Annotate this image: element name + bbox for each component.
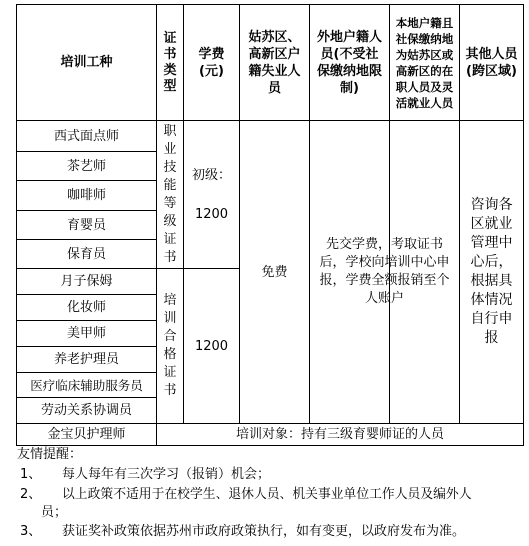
note-number: 3、 — [20, 524, 42, 539]
header-other-persons: 其他人员(跨区域) — [465, 46, 518, 79]
job-infant-care: 育婴员 — [66, 217, 106, 233]
header-local-insured: 本地户籍且社保缴纳地为姑苏区或高新区的在职人员及灵活就业人员 — [395, 15, 454, 110]
job-elderly-care: 养老护理员 — [53, 352, 119, 367]
header-outside-residents: 外地户籍人员(不受社保缴纳地限制) — [316, 29, 382, 96]
job-makeup-artist: 化妆师 — [66, 300, 106, 315]
job-postpartum-nanny: 月子保姆 — [60, 274, 113, 289]
header-fee: 学费(元) — [198, 46, 225, 79]
note-text-continued: 员； — [41, 505, 68, 520]
free-cell: 免费 — [261, 264, 288, 280]
note-number: 2、 — [20, 487, 42, 502]
note-text: 以上政策不适用于在校学生、退休人员、机关事业单位工作人员及编外人 — [62, 487, 472, 502]
job-clinical-assistant: 医疗临床辅助服务员 — [30, 377, 143, 393]
gold-training-target: 培训对象：持有三级育婴师证的人员 — [235, 427, 444, 442]
job-nursery-care: 保育员 — [66, 246, 106, 262]
cert-vocational-level: 职业技能等级证书 — [163, 123, 177, 265]
job-western-pastry: 西式面点师 — [53, 128, 119, 144]
fee-group1 — [184, 121, 239, 268]
job-gold-baby-care: 金宝贝护理师 — [47, 427, 126, 442]
job-labor-relations: 劳动关系协调员 — [40, 403, 132, 418]
note-number: 1、 — [20, 467, 42, 482]
fee-level-value: 1200 — [194, 206, 229, 222]
outside-policy-cell: 先交学费，考取证书后，学校向培训中心申报，学费全额报销至个人账户 — [319, 237, 450, 306]
job-nail-artist: 美甲师 — [66, 326, 106, 341]
job-barista: 咖啡师 — [66, 188, 106, 203]
header-certificate-type: 证书类型 — [163, 30, 177, 94]
cert-training-qualified: 培训合格证书 — [163, 293, 177, 398]
fee-group2: 1200 — [194, 338, 229, 354]
header-local-unemployed: 姑苏区、高新区户籍失业人员 — [248, 29, 301, 96]
notes-title: 友情提醒： — [17, 447, 83, 462]
note-text: 获证奖补政策依据苏州市政府政策执行，如有变更，以政府发布为准。 — [62, 524, 466, 539]
job-tea-art: 茶艺师 — [66, 158, 106, 174]
header-training-type: 培训工种 — [60, 55, 113, 70]
others-policy-cell: 咨询各区就业管理中心后，根据具体情况自行申报 — [470, 197, 513, 346]
note-text: 每人每年有三次学习（报销）机会； — [62, 467, 271, 482]
fee-level-label: 初级： — [191, 167, 231, 183]
